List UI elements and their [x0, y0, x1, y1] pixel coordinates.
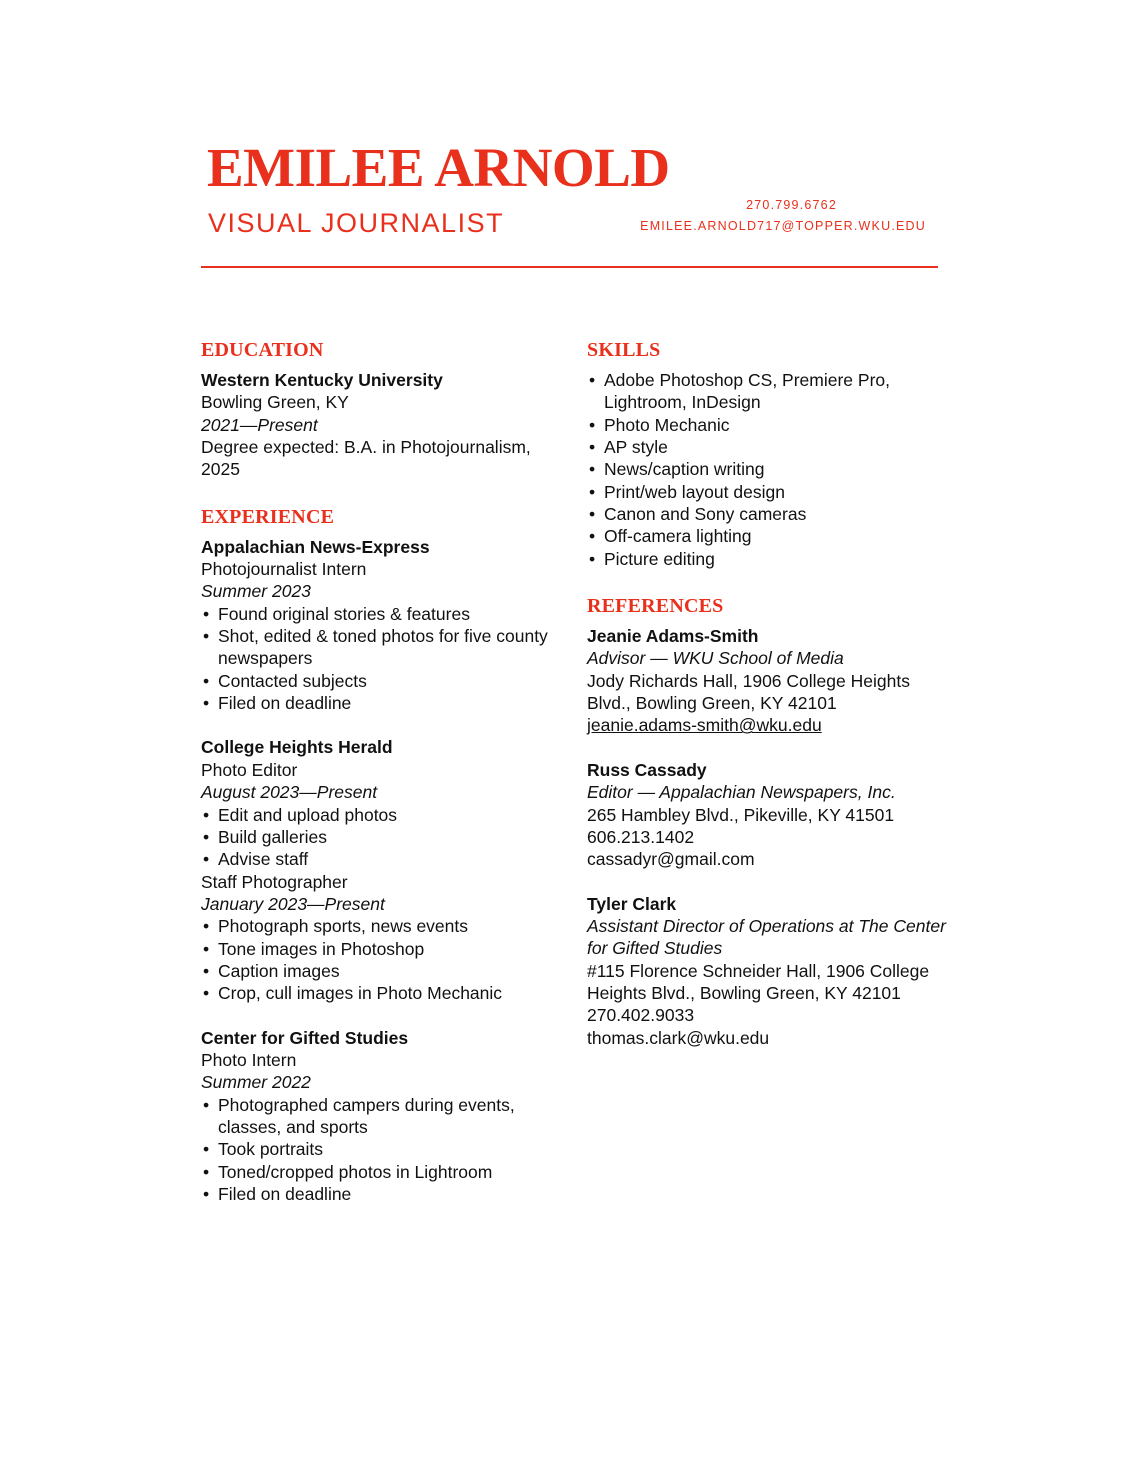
job-role-title: Staff Photographer — [201, 871, 348, 892]
reference-email[interactable]: jeanie.adams-smith@wku.edu — [587, 715, 822, 736]
job-role-title: Photo Editor — [201, 759, 298, 780]
job-bullets — [201, 804, 571, 871]
job-bullets — [201, 915, 571, 1004]
job-role-dates: August 2023—Present — [201, 782, 378, 803]
job-bullets — [201, 603, 571, 715]
reference-address: 265 Hambley Blvd., Pikeville, KY 41501 — [587, 804, 895, 825]
job-role-title: Photojournalist Intern — [201, 559, 367, 580]
skill-item: • Canon and Sony cameras — [587, 503, 947, 525]
skill-item: • Photo Mechanic — [587, 414, 947, 436]
job-role-dates: Summer 2023 — [201, 581, 311, 602]
resume-title: VISUAL JOURNALIST — [208, 208, 505, 238]
job-bullet: • Filed on deadline — [201, 692, 571, 714]
job-bullet: • Found original stories & features — [201, 603, 571, 625]
job-org: Appalachian News-Express — [201, 536, 430, 557]
reference-phone: 606.213.1402 — [587, 826, 695, 847]
left-column — [201, 338, 571, 1205]
job-role-title: Photo Intern — [201, 1049, 297, 1070]
job-org: College Heights Herald — [201, 737, 393, 758]
resume-name: EMILEE ARNOLD — [207, 137, 670, 198]
right-column — [587, 338, 947, 1049]
header-divider — [201, 266, 938, 268]
reference-entry — [587, 625, 947, 737]
job-bullet: • Advise staff — [201, 848, 571, 870]
job-bullet: • Toned/cropped photos in Lightroom — [201, 1161, 571, 1183]
job-entry — [201, 1027, 571, 1206]
reference-email[interactable]: thomas.clark@wku.edu — [587, 1027, 770, 1048]
job-entry — [201, 736, 571, 1004]
job-bullet: • Caption images — [201, 960, 571, 982]
job-org: Center for Gifted Studies — [201, 1027, 409, 1048]
job-entry — [201, 536, 571, 715]
education-school: Western Kentucky University — [201, 370, 443, 390]
reference-entry — [587, 759, 947, 871]
job-bullet: • Build galleries — [201, 826, 571, 848]
skill-item: • Picture editing — [587, 548, 947, 570]
job-bullet: • Photograph sports, news events — [201, 915, 571, 937]
job-bullet: • Tone images in Photoshop — [201, 938, 571, 960]
skill-item: • AP style — [587, 436, 947, 458]
education-dates: 2021—Present — [201, 414, 318, 435]
education-location: Bowling Green, KY — [201, 392, 349, 413]
skill-item: • Print/web layout design — [587, 481, 947, 503]
job-role-dates: January 2023—Present — [201, 893, 385, 914]
experience-heading: EXPERIENCE — [201, 505, 335, 528]
skills-list — [587, 369, 947, 570]
job-bullets — [201, 1094, 571, 1206]
references-heading: REFERENCES — [587, 595, 724, 618]
contact-email[interactable]: EMILEE.ARNOLD717@TOPPER.WKU.EDU — [640, 219, 926, 233]
skills-heading: SKILLS — [587, 339, 661, 361]
job-bullet: • Shot, edited & toned photos for five county newspapers — [201, 625, 571, 670]
reference-role: Assistant Director of Operations at The Center for Gifted Studies — [587, 915, 946, 959]
education-heading: EDUCATION — [201, 339, 324, 361]
reference-entry — [587, 893, 947, 1049]
reference-name: Jeanie Adams-Smith — [587, 626, 759, 647]
job-bullet: • Contacted subjects — [201, 670, 571, 692]
job-bullet: • Filed on deadline — [201, 1183, 571, 1205]
reference-role: Advisor — WKU School of Media — [587, 648, 844, 669]
job-bullet: • Photographed campers during events, classes, and sports — [201, 1094, 571, 1139]
job-bullet: • Took portraits — [201, 1138, 571, 1160]
skill-item: • Adobe Photoshop CS, Premiere Pro, Lightroom, InDesign — [587, 369, 947, 414]
reference-email[interactable]: cassadyr@gmail.com — [587, 849, 755, 870]
job-bullet: • Crop, cull images in Photo Mechanic — [201, 982, 571, 1004]
skill-item: • News/caption writing — [587, 458, 947, 480]
contact-phone: 270.799.6762 — [746, 198, 837, 212]
education-degree: Degree expected: B.A. in Photojournalism, 2025 — [201, 437, 531, 480]
job-bullet: • Edit and upload photos — [201, 804, 571, 826]
job-role-dates: Summer 2022 — [201, 1072, 311, 1093]
skill-item: • Off-camera lighting — [587, 525, 947, 547]
reference-role: Editor — Appalachian Newspapers, Inc. — [587, 782, 896, 803]
reference-address: #115 Florence Schneider Hall, 1906 College Heights Blvd., Bowling Green, KY 42101 — [587, 960, 930, 1003]
reference-name: Russ Cassady — [587, 759, 707, 780]
reference-name: Tyler Clark — [587, 893, 677, 914]
reference-address: Jody Richards Hall, 1906 College Heights Blvd., Bowling Green, KY 42101 — [587, 670, 910, 714]
reference-phone: 270.402.9033 — [587, 1005, 695, 1026]
